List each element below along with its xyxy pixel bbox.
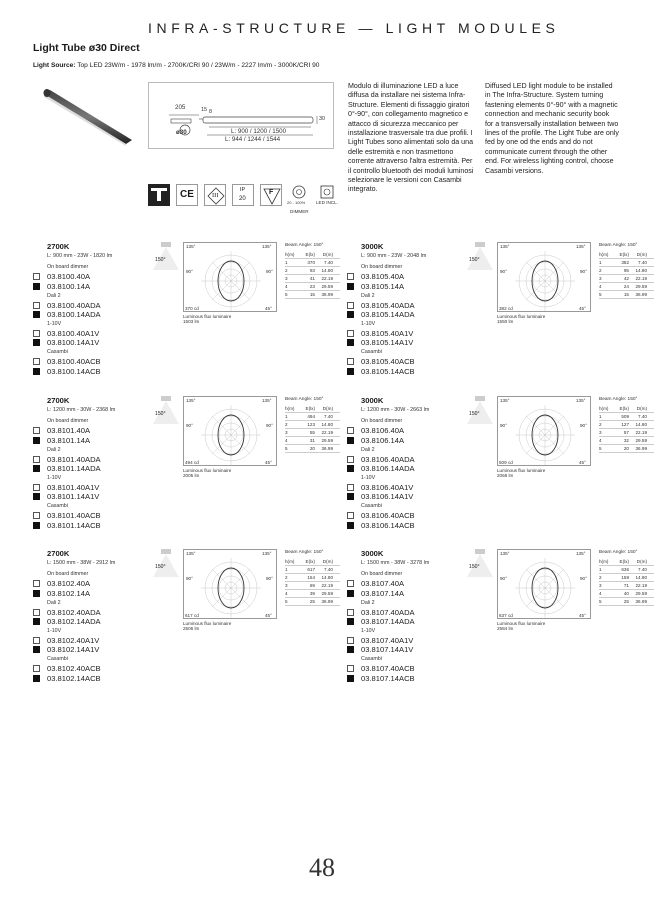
product-code: 03.8106.14ACB [361, 520, 415, 530]
beam-angle-icon [467, 242, 493, 270]
photometric-row: 2 127 14.80 [599, 421, 654, 429]
black-finish-swatch [33, 311, 40, 318]
peak-intensity: 509 cd [499, 460, 513, 465]
class-iii-icon: III [204, 184, 226, 206]
white-finish-swatch [347, 637, 354, 644]
light-source-label: Light Source: [33, 62, 76, 69]
group-label: Dali 2 [47, 292, 61, 299]
product-code: 03.8101.40A [47, 426, 91, 436]
white-finish-swatch [347, 427, 354, 434]
product-code: 03.8107.40A [361, 579, 405, 589]
beam-angle-value: 150° [155, 564, 166, 570]
photometric-row: 3 57 22.19 [599, 429, 654, 437]
group-label: Dali 2 [361, 599, 375, 606]
black-finish-swatch [347, 339, 354, 346]
code-row[interactable] [347, 492, 467, 502]
white-finish-swatch [347, 665, 354, 672]
group-label: 1-10V [47, 627, 62, 634]
code-row[interactable] [347, 579, 467, 589]
group-label: 1-10V [47, 474, 62, 481]
beam-angle-value: 150° [155, 257, 166, 263]
product-code: 03.8101.40ACB [47, 510, 101, 520]
white-finish-swatch [347, 273, 354, 280]
product-block [33, 549, 333, 694]
led-incl-icon: LED INCL. [316, 184, 338, 206]
description-italian: Modulo di illuminazione LED a luce diffusa da installare nei sistema Infra-Structure. Elementi di fissaggio giratori 0°-90°, con collegamento magnetico e attacco di sicurezza meccanico per installazione trasversale tra due profili. I Light Tubes sono alimentati solo da una delle estremità e non trasmettono corrente attraverso l'altra estremità. Per il controllo bluetooth dei moduli luminosi selezionare le versioni con Casambi integrato. [348, 82, 474, 194]
dimmer-icon: 20 - 100% [288, 184, 310, 206]
photometric-header: h(m) E(lx) D(m) [599, 251, 654, 259]
product-code: 03.8100.14A [47, 282, 91, 292]
product-code-list [347, 272, 467, 376]
code-row[interactable] [347, 482, 467, 492]
code-row[interactable] [347, 454, 467, 464]
luminous-flux: Luminous flux luminaire 2068 lm [497, 468, 546, 479]
polar-diagram: 135° 135° 90° 90° 637 cd 45° [497, 549, 591, 619]
product-code: 03.8102.14A [47, 589, 91, 599]
photometric-row: 1 494 7.40 [285, 413, 340, 421]
code-row[interactable] [33, 338, 153, 348]
photometric-row: 5 25 36.99 [285, 598, 340, 606]
code-row[interactable] [33, 366, 153, 376]
photometric-row: 4 39 29.59 [285, 590, 340, 598]
track-icon [148, 184, 170, 206]
photometric-row: 4 31 29.59 [285, 437, 340, 445]
black-finish-swatch [33, 437, 40, 444]
dim-205: 205 [175, 104, 186, 111]
black-finish-swatch [33, 646, 40, 653]
photometric-table: Beam Angle: 150° h(m) E(lx) D(m) 1 382 7.40 2 95 14.80 3 42 22.19 4 24 29.59 5 15 36.99 [599, 243, 654, 299]
photometric-row: 1 617 7.40 [285, 566, 340, 574]
product-code: 03.8106.14A1V [361, 492, 414, 502]
white-finish-swatch [33, 456, 40, 463]
white-finish-swatch [33, 665, 40, 672]
group-label: On board dimmer [47, 571, 89, 578]
photometric-table: Beam Angle: 150° h(m) E(lx) D(m) 1 370 7.40 2 93 14.80 3 41 22.19 4 23 29.59 5 15 36.99 [285, 243, 340, 299]
photometric-row: 5 20 36.99 [285, 445, 340, 453]
product-code-list [347, 579, 467, 683]
peak-intensity: 370 cd [185, 306, 199, 311]
code-row[interactable] [33, 617, 153, 627]
group-label: Dali 2 [47, 599, 61, 606]
white-finish-swatch [33, 302, 40, 309]
code-row[interactable] [33, 579, 153, 589]
code-row[interactable] [33, 607, 153, 617]
product-code: 03.8100.14ADA [47, 310, 101, 320]
photometric-row: 3 41 22.19 [285, 275, 340, 283]
group-label: On board dimmer [361, 571, 403, 578]
color-temperature: 3000K [361, 242, 384, 251]
white-finish-swatch [33, 609, 40, 616]
code-row[interactable] [347, 310, 467, 320]
black-finish-swatch [33, 465, 40, 472]
polar-diagram: 135° 135° 90° 90° 382 cd 45° [497, 242, 591, 312]
photometric-row: 4 40 29.59 [599, 590, 654, 598]
code-row[interactable] [33, 272, 153, 282]
photometric-row: 3 71 22.19 [599, 582, 654, 590]
photometric-row: 1 509 7.40 [599, 413, 654, 421]
black-finish-swatch [33, 368, 40, 375]
code-row[interactable] [347, 272, 467, 282]
black-finish-swatch [33, 493, 40, 500]
light-source-line [33, 62, 319, 69]
black-finish-swatch [347, 590, 354, 597]
photometric-row: 2 123 14.80 [285, 421, 340, 429]
code-row[interactable] [33, 282, 153, 292]
product-code: 03.8100.40A1V [47, 328, 100, 338]
code-row[interactable] [347, 520, 467, 530]
code-row[interactable] [33, 436, 153, 446]
product-block [347, 549, 647, 694]
product-code: 03.8106.14ADA [361, 464, 415, 474]
code-row[interactable] [347, 436, 467, 446]
product-code: 03.8102.40ADA [47, 607, 101, 617]
group-label: Casambi [47, 503, 68, 510]
black-finish-swatch [33, 675, 40, 682]
product-spec: L: 900 mm - 23W - 1820 lm [47, 253, 113, 259]
product-code: 03.8100.14A1V [47, 338, 100, 348]
photometric-row: 2 159 14.80 [599, 574, 654, 582]
code-row[interactable] [33, 482, 153, 492]
code-row[interactable] [347, 511, 467, 521]
product-code: 03.8107.14ADA [361, 617, 415, 627]
code-row[interactable] [33, 426, 153, 436]
code-row[interactable] [33, 464, 153, 474]
code-row[interactable] [347, 635, 467, 645]
code-row[interactable] [33, 357, 153, 367]
code-row[interactable] [347, 664, 467, 674]
product-spec: L: 1200 mm - 30W - 2663 lm [361, 407, 430, 413]
section-header: INFRA-STRUCTURE — LIGHT MODULES [148, 20, 560, 36]
white-finish-swatch [33, 580, 40, 587]
photometric-row: 1 382 7.40 [599, 259, 654, 267]
white-finish-swatch [33, 330, 40, 337]
polar-diagram: 135° 135° 90° 90° 509 cd 45° [497, 396, 591, 466]
product-code: 03.8102.40A1V [47, 635, 100, 645]
group-label: 1-10V [361, 627, 376, 634]
product-code: 03.8101.14ADA [47, 464, 101, 474]
product-code: 03.8105.40A [361, 272, 405, 282]
product-code: 03.8100.40ACB [47, 356, 101, 366]
product-spec: L: 1500 mm - 38W - 3278 lm [361, 560, 430, 566]
black-finish-swatch [347, 618, 354, 625]
code-row[interactable] [347, 282, 467, 292]
code-row[interactable] [347, 589, 467, 599]
polar-diagram: 135° 135° 90° 90° 617 cd 45° [183, 549, 277, 619]
product-code: 03.8107.40ACB [361, 663, 415, 673]
luminous-flux: Luminous flux luminaire 2506 lm [183, 621, 232, 632]
photometric-row: 1 636 7.40 [599, 566, 654, 574]
dim-length-1: L: 900 / 1200 / 1500 [231, 128, 287, 135]
product-block [347, 242, 647, 387]
white-finish-swatch [347, 609, 354, 616]
group-label: On board dimmer [361, 264, 403, 271]
photometric-table: Beam Angle: 150° h(m) E(lx) D(m) 1 494 7.40 2 123 14.80 3 55 22.19 4 31 29.59 5 20 36.99 [285, 397, 340, 453]
beam-angle-icon [467, 549, 493, 577]
photometric-row: 2 95 14.80 [599, 267, 654, 275]
product-code-list [33, 272, 153, 376]
color-temperature: 3000K [361, 396, 384, 405]
code-row[interactable] [33, 673, 153, 683]
polar-diagram: 135° 135° 90° 90° 494 cd 45° [183, 396, 277, 466]
photometric-row: 3 42 22.19 [599, 275, 654, 283]
white-finish-swatch [347, 580, 354, 587]
product-code-list [347, 426, 467, 530]
photometric-row: 1 370 7.40 [285, 259, 340, 267]
product-code: 03.8105.40A1V [361, 328, 414, 338]
product-code: 03.8102.14A1V [47, 645, 100, 655]
photometric-row: 3 69 22.19 [285, 582, 340, 590]
black-finish-swatch [33, 618, 40, 625]
code-row[interactable] [33, 589, 153, 599]
white-finish-swatch [33, 427, 40, 434]
code-row[interactable] [33, 454, 153, 464]
ip-rating-icon: IP 20 [232, 184, 254, 206]
product-code: 03.8107.40ADA [361, 607, 415, 617]
dim-15: 15 [201, 107, 207, 113]
photometric-header: h(m) E(lx) D(m) [285, 251, 340, 259]
dimension-drawing [148, 82, 334, 149]
product-code: 03.8100.40ADA [47, 300, 101, 310]
white-finish-swatch [33, 273, 40, 280]
product-block [33, 242, 333, 387]
black-finish-swatch [33, 590, 40, 597]
luminous-flux: Luminous flux luminaire 1503 lm [183, 314, 232, 325]
code-row[interactable] [347, 366, 467, 376]
white-finish-swatch [33, 512, 40, 519]
peak-intensity: 617 cd [185, 613, 199, 618]
peak-intensity: 637 cd [499, 613, 513, 618]
code-row[interactable] [33, 664, 153, 674]
group-label: Casambi [47, 656, 68, 663]
product-block [33, 396, 333, 541]
product-code: 03.8102.40A [47, 579, 91, 589]
product-spec: L: 1500 mm - 38W - 2912 lm [47, 560, 116, 566]
black-finish-swatch [347, 646, 354, 653]
product-code: 03.8100.40A [47, 272, 91, 282]
peak-intensity: 494 cd [185, 460, 199, 465]
product-code: 03.8106.40A1V [361, 482, 414, 492]
beam-angle-icon [153, 242, 179, 270]
code-row[interactable] [347, 338, 467, 348]
code-row[interactable] [33, 492, 153, 502]
product-block [347, 396, 647, 541]
code-row[interactable] [33, 520, 153, 530]
code-row[interactable] [347, 328, 467, 338]
photometric-row: 3 55 22.19 [285, 429, 340, 437]
white-finish-swatch [347, 330, 354, 337]
dim-30: 30 [319, 116, 325, 122]
white-finish-swatch [347, 456, 354, 463]
color-temperature: 3000K [361, 549, 384, 558]
black-finish-swatch [347, 493, 354, 500]
beam-angle-value: 150° [469, 411, 480, 417]
dim-diameter: ø30 [176, 129, 187, 136]
code-row[interactable] [347, 617, 467, 627]
page-number: 48 [309, 853, 335, 882]
product-code: 03.8107.14A [361, 589, 405, 599]
code-row[interactable] [347, 464, 467, 474]
white-finish-swatch [347, 358, 354, 365]
product-code: 03.8106.40ACB [361, 510, 415, 520]
group-label: Casambi [361, 656, 382, 663]
group-label: On board dimmer [47, 418, 89, 425]
black-finish-swatch [347, 465, 354, 472]
product-spec: L: 1200 mm - 30W - 2368 lm [47, 407, 116, 413]
product-title: Light Tube ø30 Direct [33, 42, 140, 54]
group-label: Dali 2 [361, 446, 375, 453]
group-label: Dali 2 [361, 292, 375, 299]
product-code-list [33, 579, 153, 683]
product-code: 03.8105.14ACB [361, 366, 415, 376]
f-mark-icon: F [260, 184, 282, 206]
color-temperature: 2700K [47, 396, 70, 405]
product-code: 03.8100.14ACB [47, 366, 101, 376]
photometric-row: 4 24 29.59 [599, 283, 654, 291]
white-finish-swatch [347, 512, 354, 519]
photometric-row: 5 15 36.99 [599, 291, 654, 299]
photometric-table: Beam Angle: 150° h(m) E(lx) D(m) 1 636 7.40 2 159 14.80 3 71 22.19 4 40 29.59 5 25 36.99 [599, 550, 654, 606]
code-row[interactable] [347, 645, 467, 655]
photometric-row: 5 20 36.99 [599, 445, 654, 453]
black-finish-swatch [347, 675, 354, 682]
white-finish-swatch [347, 484, 354, 491]
group-label: Dali 2 [47, 446, 61, 453]
code-row[interactable] [33, 511, 153, 521]
photometric-header: h(m) E(lx) D(m) [285, 558, 340, 566]
dimmer-label: DIMMER [290, 209, 309, 214]
product-code: 03.8101.14ACB [47, 520, 101, 530]
polar-diagram: 135° 135° 90° 90° 370 cd 45° [183, 242, 277, 312]
black-finish-swatch [33, 522, 40, 529]
luminous-flux: Luminous flux luminaire 2584 lm [497, 621, 546, 632]
photometric-row: 2 154 14.80 [285, 574, 340, 582]
product-code: 03.8107.14ACB [361, 673, 415, 683]
luminous-flux: Luminous flux luminaire 1550 lm [497, 314, 546, 325]
ce-icon: CE [176, 184, 198, 206]
product-code: 03.8106.40A [361, 426, 405, 436]
beam-angle-icon [153, 549, 179, 577]
dim-length-2: L: 944 / 1244 / 1544 [225, 136, 281, 143]
product-code: 03.8105.40ACB [361, 356, 415, 366]
code-row[interactable] [347, 357, 467, 367]
color-temperature: 2700K [47, 549, 70, 558]
black-finish-swatch [33, 283, 40, 290]
beam-angle-icon [467, 396, 493, 424]
code-row[interactable] [347, 607, 467, 617]
black-finish-swatch [347, 283, 354, 290]
luminous-flux: Luminous flux luminaire 2005 lm [183, 468, 232, 479]
code-row[interactable] [33, 328, 153, 338]
code-row[interactable] [33, 310, 153, 320]
beam-angle-value: 150° [155, 411, 166, 417]
product-spec: L: 900 mm - 23W - 2048 lm [361, 253, 427, 259]
product-code: 03.8107.40A1V [361, 635, 414, 645]
product-code: 03.8105.14A1V [361, 338, 414, 348]
peak-intensity: 382 cd [499, 306, 513, 311]
light-source-text: Top LED 23W/m - 1978 lm/m - 2700K/CRI 90 / 23W/m - 2227 lm/m - 3000K/CRI 90 [77, 62, 320, 69]
product-code: 03.8106.40ADA [361, 454, 415, 464]
white-finish-swatch [347, 302, 354, 309]
description-english: Diffused LED light module to be installed in The Infra-Structure. System turning fastening elements 0°-90° with a magnetic connection and mechanic security book for a transversally installation between two lines of the profile. The Light Tube are only fed by one od the ends and do not communicate current through the other end. For wireless lighting control, choose Casambi versions. [485, 82, 619, 175]
photometric-header: h(m) E(lx) D(m) [285, 405, 340, 413]
photometric-row: 2 93 14.80 [285, 267, 340, 275]
product-code: 03.8105.14ADA [361, 310, 415, 320]
product-code: 03.8102.14ACB [47, 673, 101, 683]
photometric-row: 4 32 29.59 [599, 437, 654, 445]
group-label: 1-10V [47, 320, 62, 327]
product-image [42, 86, 134, 148]
group-label: 1-10V [361, 474, 376, 481]
white-finish-swatch [33, 484, 40, 491]
group-label: Casambi [47, 349, 68, 356]
code-row[interactable] [33, 645, 153, 655]
product-code: 03.8101.40A1V [47, 482, 100, 492]
dim-8: 8 [209, 109, 212, 115]
code-row[interactable] [33, 300, 153, 310]
group-label: On board dimmer [361, 418, 403, 425]
black-finish-swatch [347, 311, 354, 318]
product-code: 03.8101.14A [47, 436, 91, 446]
photometric-header: h(m) E(lx) D(m) [599, 558, 654, 566]
product-code: 03.8107.14A1V [361, 645, 414, 655]
group-label: Casambi [361, 503, 382, 510]
photometric-header: h(m) E(lx) D(m) [599, 405, 654, 413]
beam-angle-value: 150° [469, 257, 480, 263]
product-code-list [33, 426, 153, 530]
beam-angle-value: 150° [469, 564, 480, 570]
black-finish-swatch [33, 339, 40, 346]
group-label: On board dimmer [47, 264, 89, 271]
code-row[interactable] [347, 673, 467, 683]
photometric-row: 5 15 36.99 [285, 291, 340, 299]
product-code: 03.8101.40ADA [47, 454, 101, 464]
white-finish-swatch [33, 358, 40, 365]
product-code: 03.8106.14A [361, 436, 405, 446]
product-code: 03.8102.40ACB [47, 663, 101, 673]
product-code: 03.8101.14A1V [47, 492, 100, 502]
color-temperature: 2700K [47, 242, 70, 251]
black-finish-swatch [347, 368, 354, 375]
code-row[interactable] [347, 426, 467, 436]
group-label: 1-10V [361, 320, 376, 327]
code-row[interactable] [33, 635, 153, 645]
beam-angle-icon [153, 396, 179, 424]
photometric-row: 4 23 29.59 [285, 283, 340, 291]
black-finish-swatch [347, 522, 354, 529]
photometric-row: 5 25 36.99 [599, 598, 654, 606]
photometric-table: Beam Angle: 150° h(m) E(lx) D(m) 1 509 7.40 2 127 14.80 3 57 22.19 4 32 29.59 5 20 36.99 [599, 397, 654, 453]
group-label: Casambi [361, 349, 382, 356]
product-code: 03.8102.14ADA [47, 617, 101, 627]
photometric-table: Beam Angle: 150° h(m) E(lx) D(m) 1 617 7.40 2 154 14.80 3 69 22.19 4 39 29.59 5 25 36.99 [285, 550, 340, 606]
black-finish-swatch [347, 437, 354, 444]
white-finish-swatch [33, 637, 40, 644]
product-code: 03.8105.40ADA [361, 300, 415, 310]
code-row[interactable] [347, 300, 467, 310]
product-code: 03.8105.14A [361, 282, 405, 292]
